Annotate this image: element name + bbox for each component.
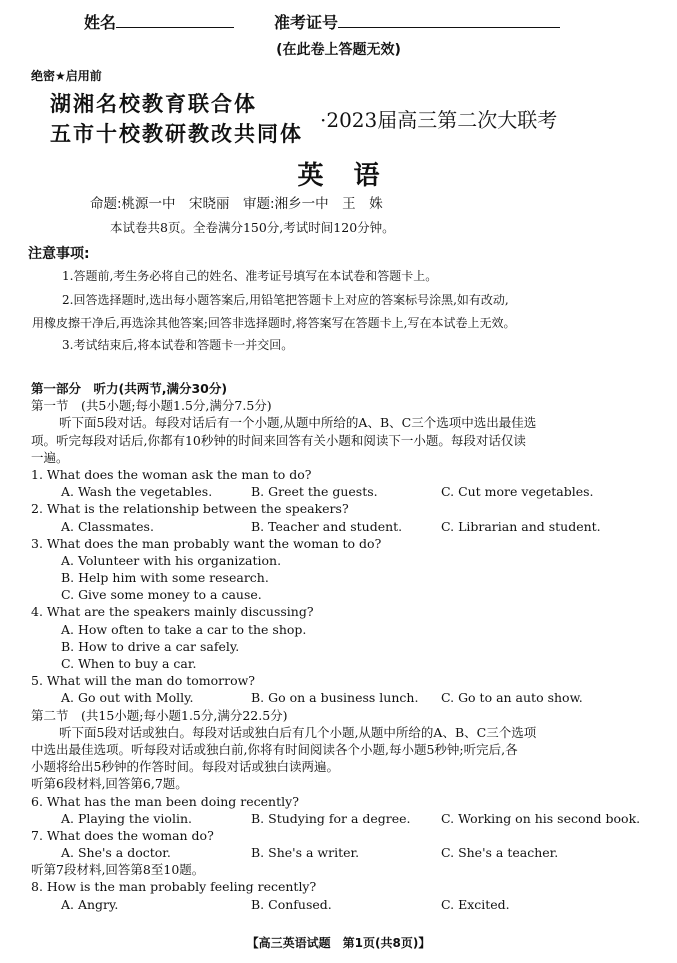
notice-item: 1.答题前,考生务必将自己的姓名、准考证号填写在本试卷和答题卡上。 <box>62 269 438 283</box>
organizer-block <box>50 88 650 152</box>
question-stem: 2. What is the relationship between the speakers? <box>31 501 349 517</box>
notice-title: 注意事项: <box>28 246 90 262</box>
options-row <box>31 689 661 706</box>
options-row <box>31 518 661 535</box>
notice-item: 3.考试结束后,将本试卷和答题卡一并交回。 <box>62 338 294 352</box>
question-stem: 1. What does the woman ask the man to do? <box>31 466 312 482</box>
option-a: A. Playing the violin. <box>61 810 192 826</box>
option-b: B. Greet the guests. <box>251 484 378 500</box>
instruction-line: 小题将给出5秒钟的作答时间。每段对话或独白读两遍。 <box>31 759 339 775</box>
name-blank <box>116 13 234 28</box>
notice-item: 用橡皮擦干净后,再选涂其他答案;回答非选择题时,将答案写在答题卡上,写在本试卷上无效。 <box>32 316 516 330</box>
question-stem: 3. What does the man probably want the woman to do? <box>31 535 382 551</box>
option-c: C. Working on his second book. <box>441 810 641 826</box>
options-row <box>31 621 661 638</box>
options-row <box>31 586 661 603</box>
option-b: B. Teacher and student. <box>251 518 403 534</box>
section-title: 第二节 (共15小题;每小题1.5分,满分22.5分) <box>31 707 288 723</box>
part-title: 第一部分 听力(共两节,满分30分) <box>31 381 228 396</box>
material-line: 听第6段材料,回答第6,7题。 <box>31 776 188 792</box>
invalid-note: (在此卷上答题无效) <box>276 42 401 58</box>
option-b: B. Studying for a degree. <box>251 810 411 826</box>
option-a: A. Wash the vegetables. <box>61 484 213 500</box>
page-footer: 【高三英语试题 第1页(共8页)】 <box>246 936 431 950</box>
section-title: 第一节 (共5小题;每小题1.5分,满分7.5分) <box>31 398 272 414</box>
options-row <box>31 896 661 913</box>
question-stem: 4. What are the speakers mainly discussing? <box>31 604 314 620</box>
setters-line: 命题:桃源一中 宋晓丽 审题:湘乡一中 王 姝 <box>90 196 383 212</box>
instruction-line: 一遍。 <box>31 449 69 465</box>
exam-info: 本试卷共8页。全卷满分150分,考试时间120分钟。 <box>110 220 395 235</box>
option-a: A. She's a doctor. <box>61 845 171 861</box>
exam-no-blank <box>338 13 560 28</box>
options-row <box>31 655 661 672</box>
option-c: C. Librarian and student. <box>441 518 601 534</box>
option-b: B. Confused. <box>251 896 332 912</box>
listening-part <box>31 380 661 913</box>
question-stem: 7. What does the woman do? <box>31 827 214 843</box>
question-stem: 6. What has the man been doing recently? <box>31 793 299 809</box>
instruction-line: 项。听完每段对话后,你都有10秒钟的时间来回答有关小题和阅读下一小题。每段对话仅读 <box>31 432 526 448</box>
instruction-line: 听下面5段对话。每段对话后有一个小题,从题中所给的A、B、C三个选项中选出最佳选 <box>59 415 537 431</box>
option-b: B. Go on a business lunch. <box>251 690 419 706</box>
option-a: A. Volunteer with his organization. <box>61 552 282 568</box>
options-row <box>31 569 661 586</box>
option-c: C. She's a teacher. <box>441 845 559 861</box>
exam-no-label: 准考证号 <box>274 13 339 32</box>
options-row <box>31 638 661 655</box>
organizer-line-1: 湖湘名校教育联合体 <box>50 91 257 116</box>
question-stem: 5. What will the man do tomorrow? <box>31 673 255 689</box>
name-label: 姓名 <box>84 13 117 32</box>
option-b: B. Help him with some research. <box>61 570 269 586</box>
options-row <box>31 552 661 569</box>
organizer-line-2: 五市十校教研教改共同体 <box>50 121 303 146</box>
material-line: 听第7段材料,回答第8至10题。 <box>31 862 205 878</box>
secret-label: 绝密★启用前 <box>31 69 102 83</box>
option-c: C. When to buy a car. <box>61 656 197 671</box>
notice-item: 2.回答选择题时,选出每小题答案后,用铅笔把答题卡上对应的答案标号涂黑,如有改动, <box>62 293 509 307</box>
options-row <box>31 844 661 861</box>
instruction-line: 中选出最佳选项。听每段对话或独白前,你将有时间阅读各个小题,每小题5秒钟;听完后,各 <box>31 741 518 757</box>
exam-title: ·2023届高三第二次大联考 <box>320 108 558 132</box>
instruction-line: 听下面5段对话或独白。每段对话或独白后有几个小题,从题中所给的A、B、C三个选项 <box>59 724 537 740</box>
option-c: C. Go to an auto show. <box>441 690 583 706</box>
option-c: C. Excited. <box>441 896 510 912</box>
subject-title: 英语 <box>297 161 410 191</box>
options-row <box>31 810 661 827</box>
option-c: C. Give some money to a cause. <box>61 587 262 603</box>
option-a: A. Go out with Molly. <box>61 690 194 706</box>
option-a: A. Angry. <box>61 896 119 912</box>
option-a: A. Classmates. <box>61 518 154 534</box>
option-c: C. Cut more vegetables. <box>441 484 594 500</box>
options-row <box>31 483 661 500</box>
question-stem: 8. How is the man probably feeling recently? <box>31 879 317 895</box>
name-row <box>84 10 604 33</box>
option-a: A. How often to take a car to the shop. <box>61 621 307 637</box>
option-b: B. How to drive a car safely. <box>61 638 240 654</box>
option-b: B. She's a writer. <box>251 845 360 861</box>
